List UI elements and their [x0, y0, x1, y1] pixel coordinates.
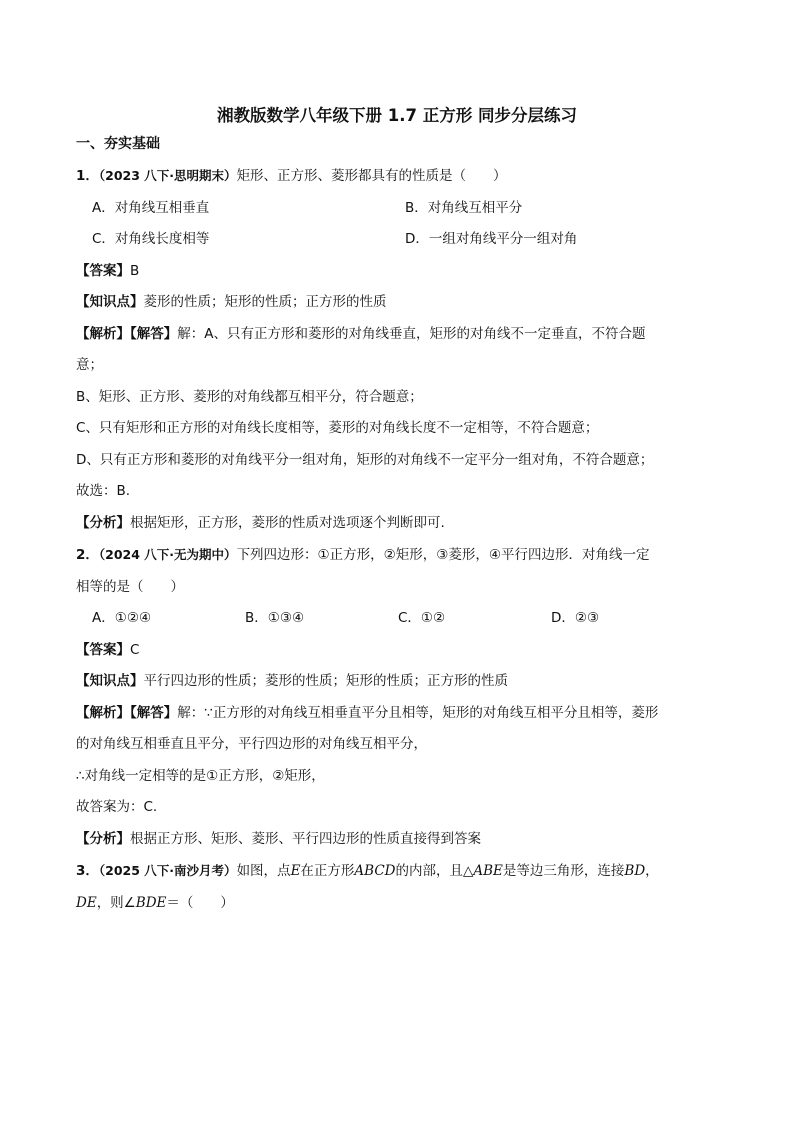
- answer-label: 【答案】: [76, 641, 130, 658]
- math-variable: DE: [76, 894, 97, 911]
- question-1-options-row-1: [76, 193, 718, 225]
- question-text: 矩形、正方形、菱形都具有的性质是（ ）: [236, 168, 507, 184]
- analysis-text: 根据正方形、矩形、菱形、平行四边形的性质直接得到答案: [130, 830, 481, 847]
- answer-value: B: [130, 262, 140, 279]
- question-text: ＝（ ）: [166, 894, 234, 911]
- option-d: D．②③: [551, 610, 600, 626]
- question-number: 2．: [76, 547, 99, 563]
- question-1-knowledge: [76, 287, 718, 319]
- solution-text: 解：∵正方形的对角线互相垂直平分且相等，矩形的对角线互相平分且相等，菱形: [177, 704, 659, 721]
- knowledge-text: 平行四边形的性质；菱形的性质；矩形的性质；正方形的性质: [143, 673, 508, 689]
- option-c: C．①②: [398, 610, 446, 626]
- knowledge-text: 菱形的性质；矩形的性质；正方形的性质: [143, 294, 387, 310]
- option-b: B．①③④: [245, 610, 305, 626]
- math-variable: BDE: [135, 894, 167, 911]
- answer-value: C: [130, 641, 140, 658]
- question-number: 3．: [76, 863, 99, 879]
- document-title: 湘教版数学八年级下册 1.7 正方形 同步分层练习: [217, 106, 577, 125]
- question-1-solution-line: 意；: [76, 357, 103, 373]
- solution-label: 【解析】【解答】: [76, 704, 178, 721]
- question-2-options-row: [76, 603, 718, 635]
- option-b: B．对角线互相平分: [405, 199, 523, 216]
- option-a: A．①②④: [92, 610, 152, 626]
- question-source: （2025 八下·南沙月考）: [98, 863, 237, 878]
- question-1-options-row-2: [76, 224, 718, 256]
- question-number: 1．: [76, 168, 99, 184]
- knowledge-label: 【知识点】: [76, 294, 144, 310]
- question-2-solution-line: 的对角线互相垂直且平分，平行四边形的对角线互相平分，: [76, 736, 427, 752]
- question-1-solution-line: B、矩形、正方形、菱形的对角线都互相平分，符合题意；: [76, 388, 423, 405]
- solution-label: 【解析】【解答】: [76, 325, 178, 342]
- answer-label: 【答案】: [76, 262, 130, 279]
- question-1-stem: [76, 160, 718, 193]
- math-variable: E: [290, 863, 301, 879]
- question-1-solution-line: [76, 319, 718, 351]
- math-variable: ABE: [473, 863, 503, 879]
- math-variable: ABCD: [354, 863, 396, 879]
- question-1-answer: [76, 256, 718, 288]
- question-text: ，则∠: [96, 894, 136, 911]
- question-source: （2024 八下·无为期中）: [98, 547, 237, 562]
- option-a: A．对角线互相垂直: [92, 199, 210, 216]
- question-3-stem: [76, 855, 718, 888]
- question-1-solution-line: D、只有正方形和菱形的对角线平分一组对角，矩形的对角线不一定平分一组对角，不符合题意；: [76, 451, 654, 468]
- question-2-solution-line: ∴对角线一定相等的是①正方形，②矩形，: [76, 767, 325, 784]
- question-2-stem: [76, 539, 718, 572]
- question-3-stem-continued: [76, 888, 718, 920]
- question-1-solution-line: 故选：B.: [76, 483, 131, 499]
- question-2-solution-line: [76, 698, 718, 730]
- solution-text: 解：A、只有正方形和菱形的对角线垂直，矩形的对角线不一定垂直，不符合题: [177, 325, 646, 342]
- question-1-analysis: [76, 508, 718, 540]
- question-1-solution-line: C、只有矩形和正方形的对角线长度相等，菱形的对角线长度不一定相等，不符合题意；: [76, 420, 599, 436]
- question-text: 是等边三角形，连接: [502, 863, 625, 879]
- question-2-solution-line: 故答案为：C.: [76, 799, 158, 815]
- question-text: 下列四边形：①正方形，②矩形，③菱形，④平行四边形．对角线一定: [236, 547, 650, 563]
- option-c: C．对角线长度相等: [92, 231, 210, 247]
- analysis-text: 根据矩形，正方形，菱形的性质对选项逐个判断即可.: [130, 514, 445, 531]
- question-text: 如图，点: [236, 863, 291, 879]
- math-variable: BD: [624, 863, 646, 879]
- section-heading: 一、夯实基础: [76, 136, 160, 152]
- question-source: （2023 八下·思明期末）: [98, 168, 237, 183]
- question-2-stem-continued: 相等的是（ ）: [76, 578, 184, 595]
- question-2-knowledge: [76, 666, 718, 698]
- question-2-answer: [76, 635, 718, 667]
- analysis-label: 【分析】: [76, 514, 130, 531]
- knowledge-label: 【知识点】: [76, 673, 144, 689]
- question-2-analysis: [76, 824, 718, 856]
- question-text: ，: [645, 863, 659, 879]
- question-text: 的内部，且△: [395, 863, 474, 879]
- option-d: D．一组对角线平分一组对角: [405, 231, 578, 247]
- analysis-label: 【分析】: [76, 830, 130, 847]
- question-text: 在正方形: [300, 863, 355, 879]
